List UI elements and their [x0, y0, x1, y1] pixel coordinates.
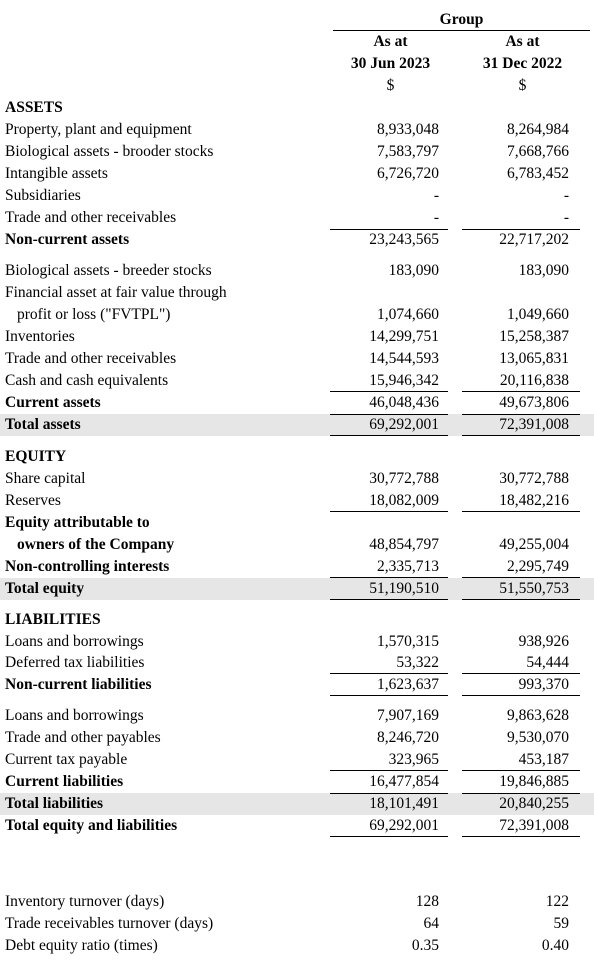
value-dec-2022: - [563, 209, 569, 226]
value-dec-2022: 993,370 [462, 674, 569, 696]
value-dec-2022: 122 [545, 893, 569, 910]
row-label: Deferred tax liabilities [5, 654, 145, 671]
value-dec-2022: 49,673,806 [499, 394, 569, 411]
value-dec-2022: 1,049,660 [507, 306, 569, 323]
value-jun-2023: 46,048,436 [369, 394, 439, 411]
value-dec-2022: 9,863,628 [507, 707, 569, 724]
value-dec-2022: 59 [553, 915, 569, 932]
value-dec-2022: 2,295,749 [462, 556, 569, 578]
table-row [0, 578, 594, 600]
row-label: Loans and borrowings [5, 707, 144, 724]
value-dec-2022: - [563, 187, 569, 204]
value-dec-2022: 20,116,838 [462, 370, 569, 392]
value-jun-2023: 16,477,854 [369, 773, 439, 790]
table-row [0, 935, 594, 957]
value-dec-2022: 15,258,387 [499, 328, 569, 345]
row-label: Cash and cash equivalents [5, 372, 169, 389]
row-label: Debt equity ratio (times) [5, 937, 158, 954]
row-label: Trade and other receivables [5, 209, 177, 226]
group-header: Group [333, 10, 590, 31]
table-row [0, 490, 594, 512]
row-label: Total equity [5, 580, 85, 597]
value-jun-2023: 15,946,342 [330, 370, 439, 392]
value-jun-2023: 64 [423, 915, 439, 932]
value-jun-2023: - [433, 209, 439, 226]
row-label: Inventory turnover (days) [5, 893, 165, 910]
table-row [0, 163, 594, 185]
table-row [0, 446, 594, 468]
col2-header-unit: $ [518, 77, 527, 94]
value-jun-2023: 2,335,713 [330, 556, 439, 578]
value-jun-2023: 1,074,660 [377, 306, 439, 323]
value-dec-2022: 49,255,004 [499, 536, 569, 553]
table-row [0, 304, 594, 326]
value-jun-2023: 323,965 [330, 749, 439, 771]
value-dec-2022: 72,391,008 [462, 815, 569, 837]
value-jun-2023: 14,544,593 [369, 350, 439, 367]
value-dec-2022: 8,264,984 [507, 121, 569, 138]
value-jun-2023: 7,583,797 [377, 143, 439, 160]
row-label: owners of the Company [17, 536, 175, 553]
table-row [0, 468, 594, 490]
value-jun-2023: 6,726,720 [377, 165, 439, 182]
table-row [0, 674, 594, 696]
value-dec-2022: 7,668,766 [507, 143, 569, 160]
col1-header-unit: $ [386, 77, 395, 94]
row-label: profit or loss ("FVTPL") [17, 306, 171, 323]
row-label: Trade and other payables [5, 729, 161, 746]
row-label: Total equity and liabilities [5, 817, 178, 834]
row-label: Inventories [5, 328, 75, 345]
row-label: LIABILITIES [5, 611, 101, 628]
value-jun-2023: 8,246,720 [377, 729, 439, 746]
value-jun-2023: 18,101,491 [330, 793, 439, 815]
value-jun-2023: 69,292,001 [330, 414, 439, 436]
value-jun-2023: 51,190,510 [330, 578, 439, 600]
table-row [0, 348, 594, 370]
value-dec-2022: 19,846,885 [499, 773, 569, 790]
table-row [0, 414, 594, 436]
table-row [0, 119, 594, 141]
value-dec-2022: 51,550,753 [462, 578, 569, 600]
value-jun-2023: 8,933,048 [377, 121, 439, 138]
value-dec-2022: 20,840,255 [462, 793, 569, 815]
value-jun-2023: 53,322 [330, 652, 439, 674]
value-jun-2023: 18,082,009 [330, 490, 439, 512]
table-row [0, 141, 594, 163]
table-row [0, 260, 594, 282]
row-label: Subsidiaries [5, 187, 81, 204]
table-row [0, 370, 594, 392]
table-row [0, 512, 594, 534]
value-dec-2022: 72,391,008 [462, 414, 569, 436]
row-label: Loans and borrowings [5, 633, 144, 650]
value-dec-2022: 30,772,788 [499, 470, 569, 487]
row-label: Share capital [5, 470, 86, 487]
table-row [0, 534, 594, 556]
col1-header-date: 30 Jun 2023 [350, 55, 431, 72]
value-jun-2023: 7,907,169 [377, 707, 439, 724]
value-dec-2022: 22,717,202 [462, 229, 569, 251]
table-row [0, 793, 594, 815]
row-label: Total liabilities [5, 795, 104, 812]
value-dec-2022: 13,065,831 [499, 350, 569, 367]
table-row [0, 749, 594, 771]
table-row [0, 282, 594, 304]
row-label: Biological assets - brooder stocks [5, 143, 214, 160]
table-row [0, 97, 594, 119]
col2-header-line1: As at [505, 33, 540, 50]
row-label: Biological assets - breeder stocks [5, 262, 212, 279]
value-dec-2022: 0.40 [541, 937, 569, 954]
value-jun-2023: 23,243,565 [330, 229, 439, 251]
row-label: Current liabilities [5, 773, 124, 790]
table-row [0, 185, 594, 207]
row-label: Equity attributable to [5, 514, 150, 531]
col1-header-line1: As at [373, 33, 408, 50]
row-label: EQUITY [5, 448, 67, 465]
value-jun-2023: 48,854,797 [369, 536, 439, 553]
value-dec-2022: 938,926 [518, 633, 569, 650]
table-row [0, 727, 594, 749]
table-row [0, 609, 594, 631]
table-row [0, 326, 594, 348]
row-label: Trade receivables turnover (days) [5, 915, 214, 932]
row-label: Non-current assets [5, 231, 130, 248]
row-label: Non-current liabilities [5, 676, 152, 693]
col2-header-date: 31 Dec 2022 [482, 55, 563, 72]
row-label: ASSETS [5, 99, 63, 116]
value-dec-2022: 453,187 [462, 749, 569, 771]
row-label: Financial asset at fair value through [5, 284, 227, 301]
table-row [0, 652, 594, 674]
value-jun-2023: 128 [415, 893, 439, 910]
table-row [0, 207, 594, 229]
table-row [0, 815, 594, 837]
row-label: Property, plant and equipment [5, 121, 192, 138]
table-row [0, 392, 594, 414]
table-row [0, 771, 594, 793]
row-label: Trade and other receivables [5, 350, 177, 367]
row-label: Intangible assets [5, 165, 108, 182]
value-jun-2023: 0.35 [411, 937, 439, 954]
row-label: Reserves [5, 492, 61, 509]
table-row [0, 891, 594, 913]
value-jun-2023: 1,570,315 [377, 633, 439, 650]
value-jun-2023: 1,623,637 [330, 674, 439, 696]
table-row [0, 705, 594, 727]
row-label: Current assets [5, 394, 101, 411]
value-jun-2023: - [433, 187, 439, 204]
row-label: Total assets [5, 416, 81, 433]
table-row [0, 229, 594, 251]
table-row [0, 913, 594, 935]
value-dec-2022: 183,090 [518, 262, 569, 279]
table-row [0, 556, 594, 578]
value-dec-2022: 6,783,452 [507, 165, 569, 182]
table-row [0, 631, 594, 653]
row-label: Non-controlling interests [5, 558, 170, 575]
value-dec-2022: 18,482,216 [462, 490, 569, 512]
value-jun-2023: 183,090 [388, 262, 439, 279]
value-jun-2023: 69,292,001 [330, 815, 439, 837]
value-jun-2023: 14,299,751 [369, 328, 439, 345]
value-dec-2022: 9,530,070 [507, 729, 569, 746]
row-label: Current tax payable [5, 751, 128, 768]
value-dec-2022: 54,444 [462, 652, 569, 674]
value-jun-2023: 30,772,788 [369, 470, 439, 487]
